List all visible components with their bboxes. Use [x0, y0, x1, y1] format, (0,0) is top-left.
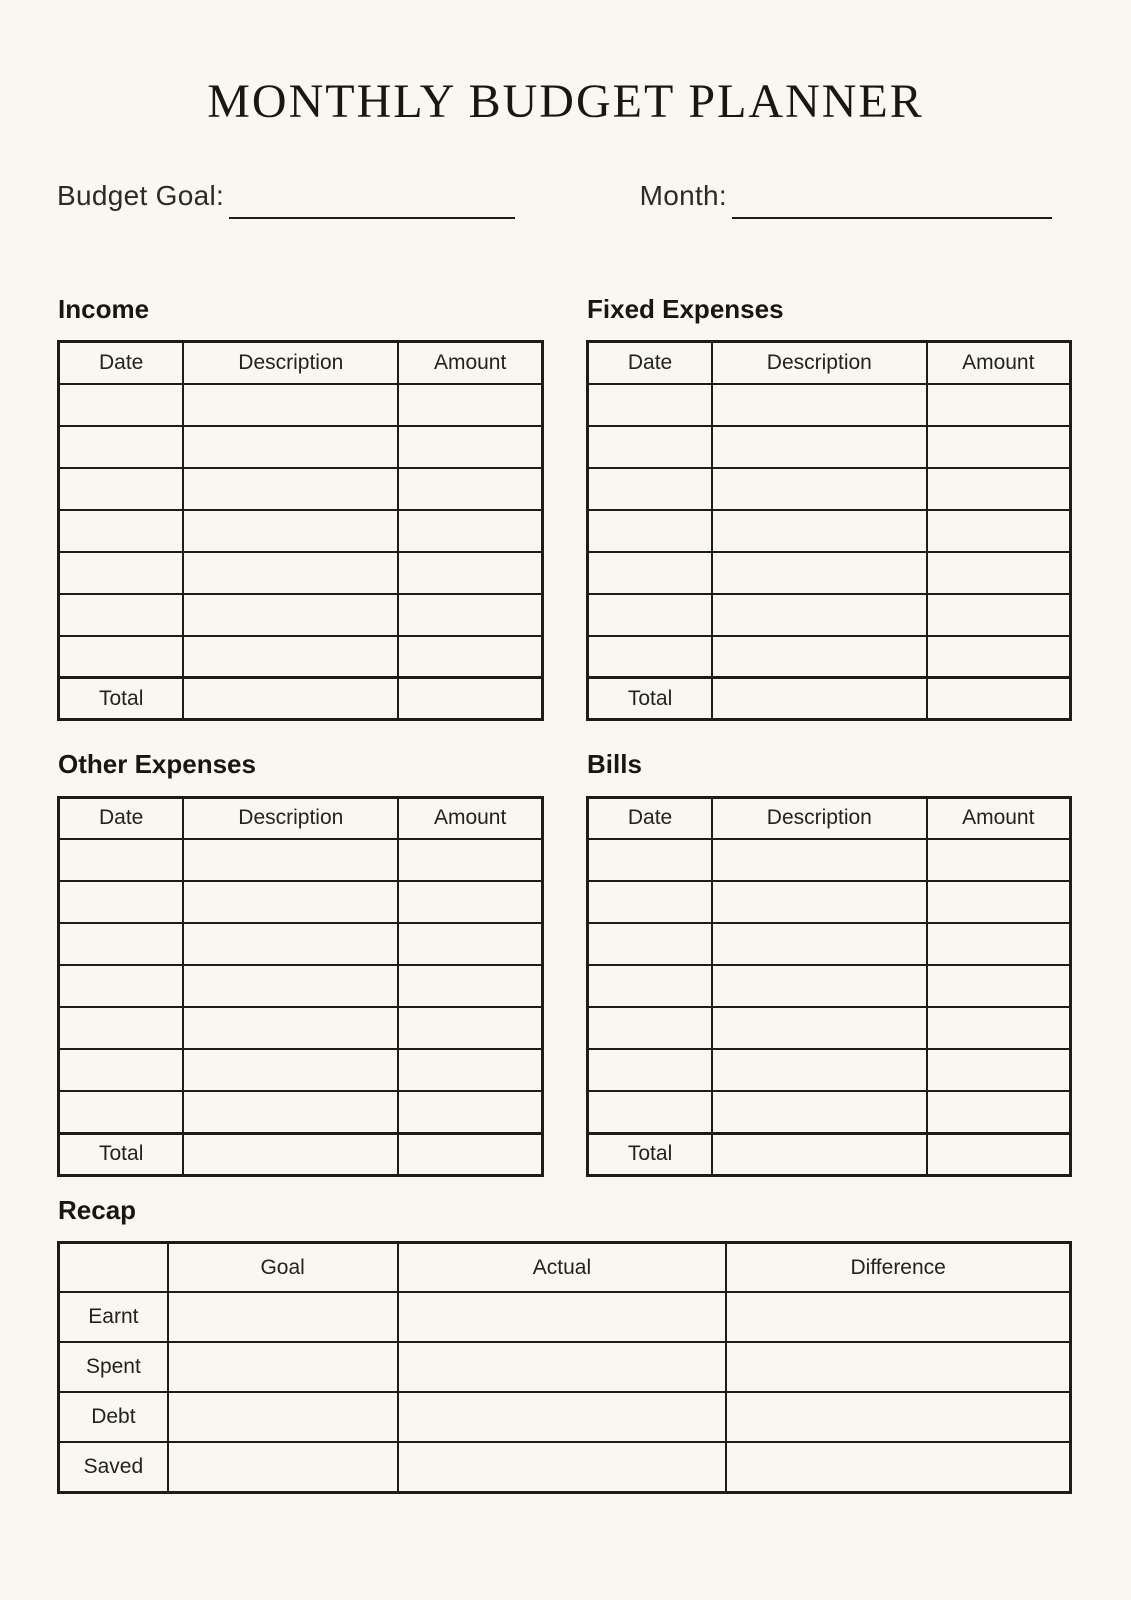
other-expenses-section: [57, 749, 544, 1176]
empty-cell: [183, 384, 398, 426]
budget-goal-field: [57, 181, 515, 210]
description-column-header: Description: [183, 342, 398, 384]
table-header-row: [588, 797, 1071, 839]
empty-cell: [398, 552, 542, 594]
table-header-row: [59, 797, 543, 839]
empty-cell: [712, 552, 926, 594]
table-row: [59, 1049, 543, 1091]
empty-cell: [59, 965, 184, 1007]
empty-cell: [398, 468, 542, 510]
empty-cell: [927, 1091, 1071, 1133]
fixed-expenses-table: [586, 340, 1072, 721]
empty-cell: [927, 636, 1071, 678]
empty-cell: [398, 678, 542, 720]
empty-cell: [588, 839, 713, 881]
empty-cell: [59, 1091, 184, 1133]
empty-cell: [398, 1091, 542, 1133]
empty-cell: [398, 1133, 542, 1175]
other-expenses-section-title: Other Expenses: [58, 749, 256, 780]
recap-section: [57, 1195, 1131, 1494]
table-row: [588, 636, 1071, 678]
income-section: [57, 294, 544, 721]
empty-cell: [927, 384, 1071, 426]
total-row: [588, 678, 1071, 720]
table-row: [588, 1049, 1071, 1091]
income-section-title: Income: [58, 294, 150, 325]
empty-cell: [183, 1133, 398, 1175]
empty-cell: [927, 552, 1071, 594]
empty-cell: [712, 965, 926, 1007]
empty-cell: [588, 468, 713, 510]
empty-cell: [712, 384, 926, 426]
empty-cell: [712, 678, 926, 720]
empty-cell: [168, 1442, 398, 1492]
empty-cell: [183, 1049, 398, 1091]
empty-cell: [183, 594, 398, 636]
table-row: [588, 1007, 1071, 1049]
header-fields: [57, 181, 1052, 210]
empty-cell: [588, 1049, 713, 1091]
difference-column-header: Difference: [726, 1242, 1070, 1292]
total-row: [59, 1133, 543, 1175]
empty-cell: [398, 1392, 727, 1442]
table-row: [588, 881, 1071, 923]
empty-cell: [712, 636, 926, 678]
table-row: [59, 1392, 1071, 1442]
table-row: [59, 636, 543, 678]
empty-cell: [712, 1007, 926, 1049]
table-row: [588, 384, 1071, 426]
empty-cell: [183, 552, 398, 594]
empty-cell: [927, 426, 1071, 468]
empty-cell: [398, 1342, 727, 1392]
empty-cell: [398, 1007, 542, 1049]
empty-cell: [588, 426, 713, 468]
bills-section-title: Bills: [587, 749, 642, 780]
recap-section-title: Recap: [58, 1194, 137, 1225]
total-label: Total: [588, 678, 713, 720]
table-row: [588, 839, 1071, 881]
empty-cell: [168, 1292, 398, 1342]
empty-cell: [398, 965, 542, 1007]
empty-cell: [398, 1442, 727, 1492]
table-row: [59, 426, 543, 468]
empty-cell: [712, 594, 926, 636]
bills-section: [586, 749, 1072, 1176]
table-row: [588, 426, 1071, 468]
table-row: [59, 839, 543, 881]
date-column-header: Date: [59, 342, 184, 384]
empty-cell: [183, 1007, 398, 1049]
amount-column-header: Amount: [398, 797, 542, 839]
empty-cell: [588, 881, 713, 923]
table-row: [59, 468, 543, 510]
total-label: Total: [588, 1133, 713, 1175]
table-row: [59, 552, 543, 594]
empty-cell: [183, 965, 398, 1007]
empty-cell: [183, 923, 398, 965]
empty-cell: [183, 468, 398, 510]
earnt-row-label: Earnt: [59, 1292, 168, 1342]
table-row: [588, 594, 1071, 636]
month-label: Month:: [639, 179, 727, 211]
date-column-header: Date: [588, 342, 713, 384]
table-row: [588, 510, 1071, 552]
empty-cell: [712, 1091, 926, 1133]
empty-cell: [712, 1049, 926, 1091]
page-title: MONTHLY BUDGET PLANNER: [207, 75, 924, 128]
goal-column-header: Goal: [168, 1242, 398, 1292]
empty-cell: [726, 1392, 1070, 1442]
table-header-row: [588, 342, 1071, 384]
empty-cell: [59, 552, 184, 594]
table-row: [588, 965, 1071, 1007]
saved-row-label: Saved: [59, 1442, 168, 1492]
total-label: Total: [59, 1133, 184, 1175]
total-row: [588, 1133, 1071, 1175]
tables-row-bottom: [57, 749, 1131, 1176]
description-column-header: Description: [712, 342, 926, 384]
table-row: [588, 552, 1071, 594]
empty-cell: [183, 636, 398, 678]
total-label: Total: [59, 678, 184, 720]
empty-cell: [927, 839, 1071, 881]
table-row: [588, 468, 1071, 510]
empty-cell: [59, 881, 184, 923]
empty-cell: [398, 426, 542, 468]
recap-table: [57, 1241, 1072, 1494]
table-row: [59, 384, 543, 426]
table-row: [588, 1091, 1071, 1133]
empty-cell: [59, 1007, 184, 1049]
fixed-expenses-section: [586, 294, 1072, 721]
amount-column-header: Amount: [927, 342, 1071, 384]
empty-cell: [59, 426, 184, 468]
table-header-row: [59, 1242, 1071, 1292]
empty-cell: [712, 881, 926, 923]
table-row: [59, 1442, 1071, 1492]
empty-cell: [712, 510, 926, 552]
budget-goal-blank-line: [229, 217, 515, 219]
table-row: [59, 594, 543, 636]
total-row: [59, 678, 543, 720]
empty-cell: [59, 468, 184, 510]
empty-cell: [726, 1292, 1070, 1342]
empty-cell: [588, 636, 713, 678]
empty-cell: [588, 594, 713, 636]
empty-cell: [927, 881, 1071, 923]
description-column-header: Description: [712, 797, 926, 839]
fixed-expenses-section-title: Fixed Expenses: [587, 294, 784, 325]
debt-row-label: Debt: [59, 1392, 168, 1442]
empty-cell: [59, 636, 184, 678]
empty-cell: [59, 1049, 184, 1091]
empty-cell: [927, 1007, 1071, 1049]
empty-cell: [183, 678, 398, 720]
table-row: [588, 923, 1071, 965]
empty-cell: [168, 1342, 398, 1392]
empty-cell: [712, 426, 926, 468]
table-row: [59, 923, 543, 965]
empty-cell: [927, 1133, 1071, 1175]
empty-cell: [183, 839, 398, 881]
empty-cell: [398, 881, 542, 923]
empty-cell: [927, 678, 1071, 720]
recap-corner-cell: [59, 1242, 168, 1292]
empty-cell: [398, 1049, 542, 1091]
empty-cell: [712, 468, 926, 510]
tables-row-top: [57, 294, 1131, 721]
table-header-row: [59, 342, 543, 384]
description-column-header: Description: [183, 797, 398, 839]
empty-cell: [183, 510, 398, 552]
amount-column-header: Amount: [398, 342, 542, 384]
empty-cell: [588, 965, 713, 1007]
empty-cell: [168, 1392, 398, 1442]
empty-cell: [398, 923, 542, 965]
date-column-header: Date: [59, 797, 184, 839]
empty-cell: [927, 965, 1071, 1007]
income-table: [57, 340, 544, 721]
other-expenses-table: [57, 796, 544, 1177]
empty-cell: [398, 510, 542, 552]
empty-cell: [183, 1091, 398, 1133]
table-row: [59, 1091, 543, 1133]
amount-column-header: Amount: [927, 797, 1071, 839]
budget-goal-label: Budget Goal:: [57, 179, 225, 211]
empty-cell: [398, 384, 542, 426]
actual-column-header: Actual: [398, 1242, 727, 1292]
empty-cell: [588, 552, 713, 594]
empty-cell: [398, 839, 542, 881]
empty-cell: [712, 839, 926, 881]
empty-cell: [712, 923, 926, 965]
spent-row-label: Spent: [59, 1342, 168, 1392]
empty-cell: [183, 881, 398, 923]
empty-cell: [588, 510, 713, 552]
table-row: [59, 510, 543, 552]
month-blank-line: [732, 217, 1052, 219]
empty-cell: [59, 510, 184, 552]
empty-cell: [927, 1049, 1071, 1091]
empty-cell: [59, 839, 184, 881]
empty-cell: [927, 510, 1071, 552]
empty-cell: [59, 923, 184, 965]
empty-cell: [726, 1442, 1070, 1492]
table-row: [59, 965, 543, 1007]
empty-cell: [927, 594, 1071, 636]
empty-cell: [183, 426, 398, 468]
empty-cell: [712, 1133, 926, 1175]
empty-cell: [398, 636, 542, 678]
empty-cell: [927, 468, 1071, 510]
table-row: [59, 1342, 1071, 1392]
table-row: [59, 881, 543, 923]
empty-cell: [588, 384, 713, 426]
empty-cell: [588, 1007, 713, 1049]
empty-cell: [588, 923, 713, 965]
table-row: [59, 1007, 543, 1049]
bills-table: [586, 796, 1072, 1177]
empty-cell: [927, 923, 1071, 965]
empty-cell: [398, 1292, 727, 1342]
empty-cell: [59, 384, 184, 426]
empty-cell: [588, 1091, 713, 1133]
empty-cell: [726, 1342, 1070, 1392]
month-field: [640, 181, 1052, 210]
empty-cell: [398, 594, 542, 636]
empty-cell: [59, 594, 184, 636]
date-column-header: Date: [588, 797, 713, 839]
table-row: [59, 1292, 1071, 1342]
